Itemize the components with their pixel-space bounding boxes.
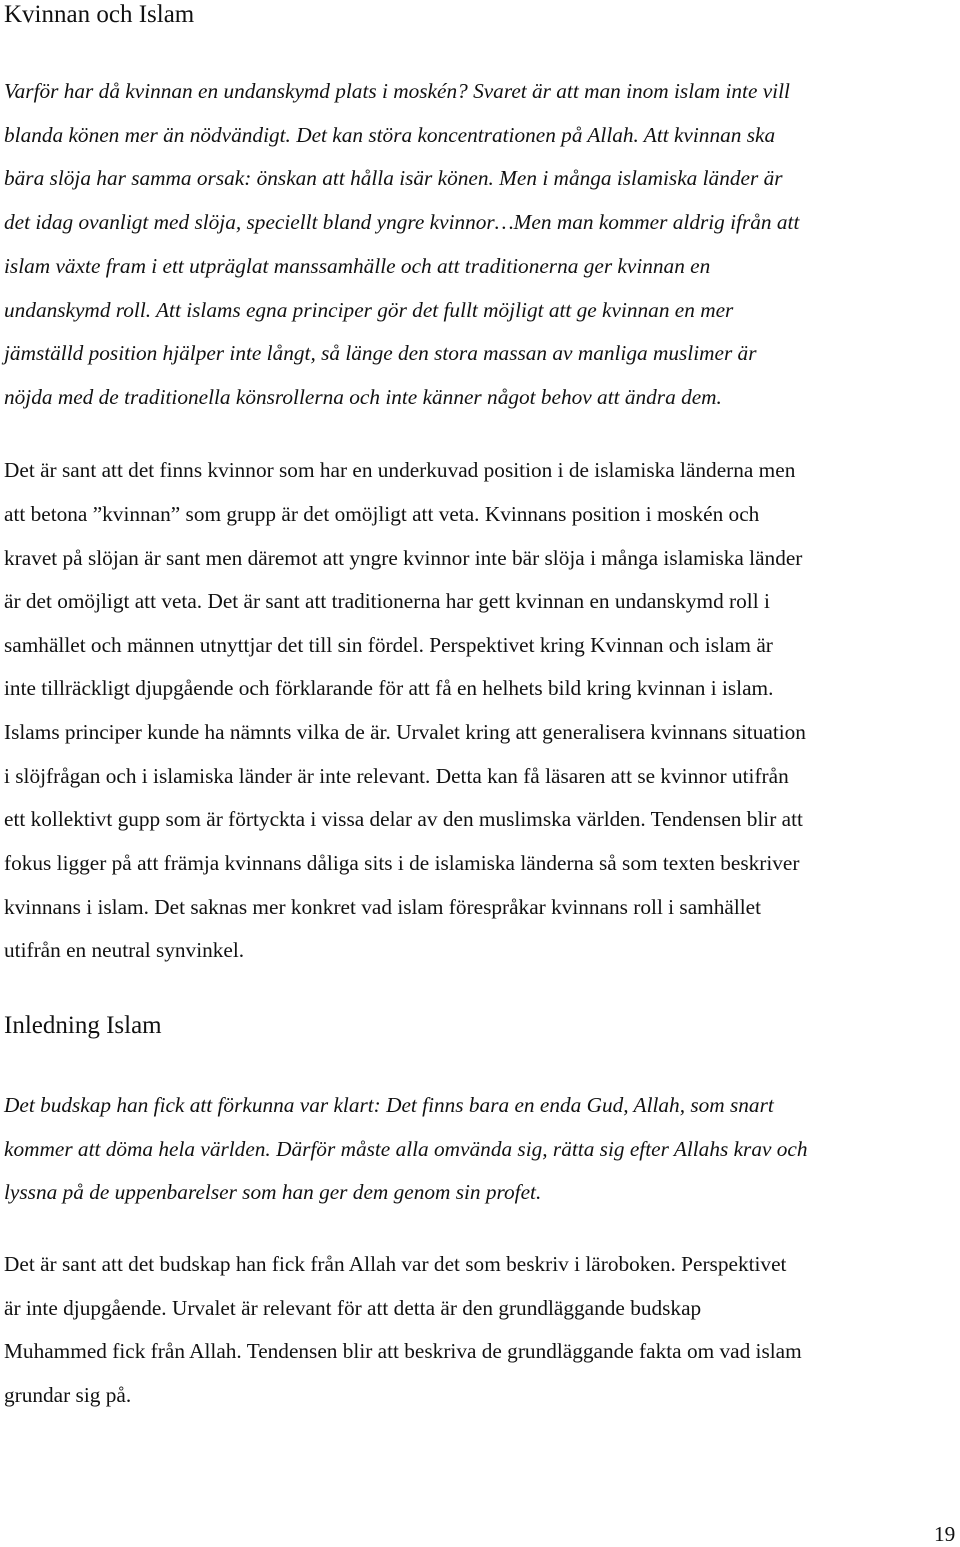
text-line: Det är sant att det budskap han fick från Allah var det som beskriv i läroboken. Perspektivet [4, 1252, 787, 1276]
text-line: Muhammed fick från Allah. Tendensen blir att beskriva de grundläggande fakta om vad islam [4, 1339, 802, 1363]
text-line: ett kollektivt gupp som är förtyckta i vissa delar av den muslimska världen. Tendensen blir att [4, 807, 803, 831]
text-line: utifrån en neutral synvinkel. [4, 938, 245, 962]
text-line: Varför har då kvinnan en undanskymd plats i moskén? Svaret är att man inom islam inte vill [4, 79, 790, 103]
text-line: jämställd position hjälper inte långt, så länge den stora massan av manliga muslimer är [4, 341, 757, 365]
text-line: undanskymd roll. Att islams egna principer gör det fullt möjligt att ge kvinnan en mer [4, 298, 734, 322]
text-line: kravet på slöjan är sant men däremot att yngre kvinnor inte bär slöja i många islamiska länder [4, 546, 803, 570]
text-line: inte tillräckligt djupgående och förklarande för att få en helhets bild kring kvinnan i islam. [4, 676, 774, 700]
text-line: islam växte fram i ett utpräglat manssamhälle och att traditionerna ger kvinnan en [4, 254, 711, 278]
text-line: är inte djupgående. Urvalet är relevant för att detta är den grundläggande budskap [4, 1296, 702, 1320]
page-number: 19 [934, 1522, 956, 1546]
section-heading-kvinnan-och-islam: Kvinnan och Islam [4, 1, 195, 28]
text-line: är det omöjligt att veta. Det är sant att traditionerna har gett kvinnan en undanskymd roll i [4, 589, 770, 613]
text-line: Det budskap han fick att förkunna var klart: Det finns bara en enda Gud, Allah, som snart [4, 1093, 774, 1117]
text-line: Islams principer kunde ha nämnts vilka de är. Urvalet kring att generalisera kvinnans situation [4, 720, 806, 744]
text-line: det idag ovanligt med slöja, speciellt bland yngre kvinnor…Men man kommer aldrig ifrån att [4, 210, 800, 234]
text-line: samhället och männen utnyttjar det till sin fördel. Perspektivet kring Kvinnan och islam är [4, 633, 773, 657]
text-line: i slöjfrågan och i islamiska länder är inte relevant. Detta kan få läsaren att se kvinnor utifrån [4, 764, 789, 788]
text-line: Det är sant att det finns kvinnor som har en underkuvad position i de islamiska länderna men [4, 458, 796, 482]
text-line: kvinnans i islam. Det saknas mer konkret vad islam förespråkar kvinnans roll i samhället [4, 895, 762, 919]
text-line: grundar sig på. [4, 1383, 132, 1407]
text-line: kommer att döma hela världen. Därför måste alla omvända sig, rätta sig efter Allahs krav och [4, 1137, 808, 1161]
section-heading-inledning-islam: Inledning Islam [4, 1012, 162, 1039]
text-line: att betona ”kvinnan” som grupp är det omöjligt att veta. Kvinnans position i moskén och [4, 502, 760, 526]
text-line: lyssna på de uppenbarelser som han ger dem genom sin profet. [4, 1180, 542, 1204]
text-line: nöjda med de traditionella könsrollerna och inte känner något behov att ändra dem. [4, 385, 722, 409]
text-line: bära slöja har samma orsak: önskan att hålla isär könen. Men i många islamiska länder är [4, 166, 783, 190]
text-line: fokus ligger på att främja kvinnans dåliga sits i de islamiska länderna så som texten beskriver [4, 851, 800, 875]
text-line: blanda könen mer än nödvändigt. Det kan störa koncentrationen på Allah. Att kvinnan ska [4, 123, 776, 147]
